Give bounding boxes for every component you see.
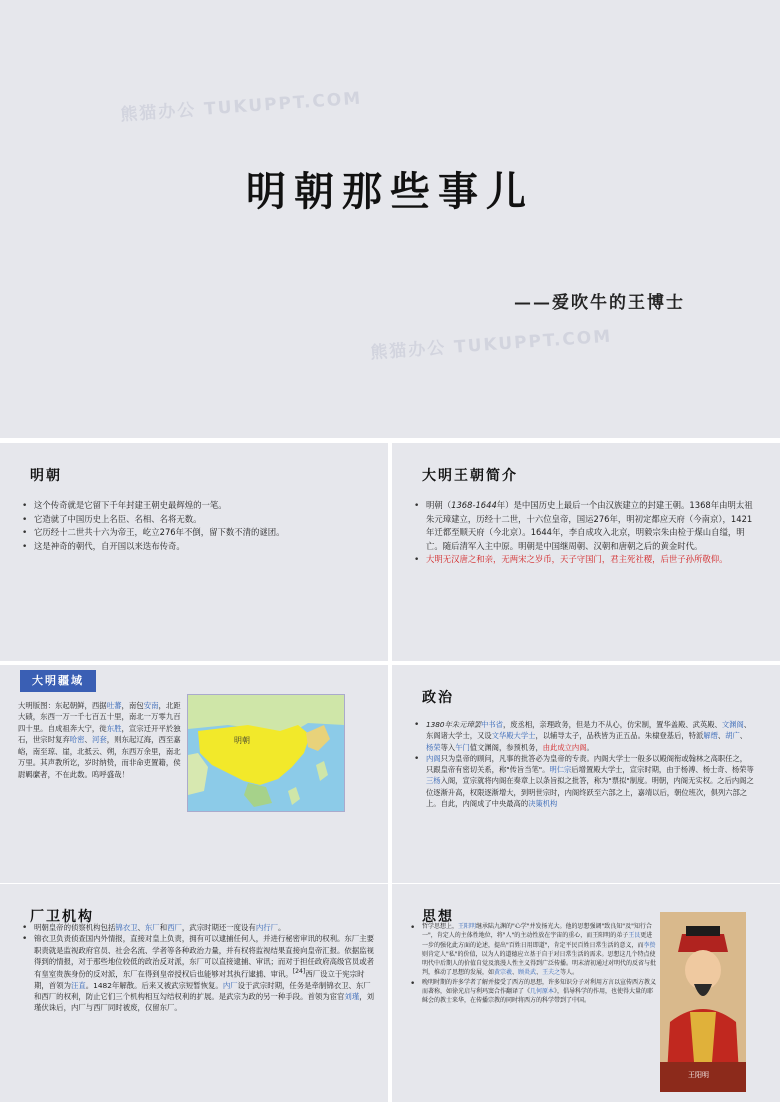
slide-politics <box>392 665 780 883</box>
link[interactable]: 刘瑾 <box>344 991 360 1001</box>
link[interactable]: 哈密 <box>69 735 85 745</box>
link[interactable]: 几何原本 <box>530 988 555 996</box>
map-graphic <box>188 695 344 811</box>
link[interactable]: 黄宗羲 <box>494 969 513 977</box>
bullet-list <box>22 499 372 553</box>
bullet-list <box>410 922 658 1006</box>
slide-guards <box>0 884 388 1102</box>
link[interactable]: 东厂 <box>144 923 160 932</box>
portrait-image <box>660 912 746 1092</box>
link[interactable]: 杨荣 <box>426 742 441 752</box>
slide-mingchao <box>0 443 388 661</box>
presentation-subtitle: ——爱吹牛的王博士 <box>514 293 685 313</box>
link[interactable]: 内厂 <box>222 980 238 990</box>
slide-title: 厂卫机构 <box>30 909 94 925</box>
link[interactable]: 解缙 <box>703 731 718 741</box>
slide-intro <box>392 443 780 661</box>
link[interactable]: 中书省 <box>481 720 503 729</box>
link[interactable]: 安南 <box>143 701 159 710</box>
bullet-item-highlight: • 大明无汉唐之和亲，无两宋之岁币，天子守国门，君主死社稷，后世子孙所敬仰。 <box>414 553 754 567</box>
link[interactable]: 三杨 <box>426 776 441 786</box>
bullet-item: • 内阁只为皇帝的顾问，凡事的批答必为皇帝的专责。内阁大学士一般多以殿阁衔或翰林之高职任之，只跟皇帝有密切关系，称"传旨当笔"。明仁宗后增置殿大学士，宣宗时期，由于杨溥、杨士奇、杨荣等三杨入阁，宣宗就将内阁在奏章上以条旨拟之批答，称为"票拟"制度。明朝，内阁无实权。之后内阁之位逐渐升高，权限逐渐增大，到明世宗时，内阁终跃至六部之上，嘉靖以后，朝位班次，俱列六部之上。自此，内阁成了中央最高的决策机构 <box>414 753 754 809</box>
link[interactable]: 内行厂 <box>255 923 279 932</box>
bullet-item: • 这是神奇的朝代，自开国以来迭布传奇。 <box>22 540 372 554</box>
link[interactable]: 王阳明 <box>458 923 477 930</box>
watermark: 熊猫办公 TUKUPPT.COM <box>119 88 363 126</box>
bullet-item: • 明朝皇帝的侦察机构包括锦衣卫、东厂和西厂，武宗时期还一度设有内行厂。 <box>22 922 374 933</box>
portrait-caption: 王阳明 <box>688 1071 709 1079</box>
slide-title: 明朝 <box>30 468 62 484</box>
bullet-item: • 它造就了中国历史上名臣、名相、名将无数。 <box>22 513 372 527</box>
bullet-item: • 这个传奇就是它留下千年封建王朝史最辉煌的一笔。 <box>22 499 372 513</box>
bullet-list <box>414 499 754 567</box>
portrait-graphic <box>660 912 746 1092</box>
territory-badge: 大明疆域 <box>20 670 96 692</box>
link[interactable]: 东胜 <box>106 723 122 733</box>
presentation-title: 明朝那些事儿 <box>246 168 534 215</box>
slide-title: 政治 <box>422 690 454 706</box>
bullet-item: • 锦衣卫负责侦查国内外情报，直接对皇上负责，拥有可以逮捕任何人，并进行秘密审讯的权利。东厂主要职责就是监视政府官员、社会名流、学者等各种政治力量，并有权将监视结果直接向皇帝汇报。依据监视得到的情报，对于那些地位较低的政治反对派，东厂可以直接逮捕、审讯；而对于担任政府高级官员或者有皇室贵族身份的反对派，东厂在得到皇帝授权后也能够对其执行逮捕、审讯。[24]西厂设立于宪宗时期，首领为汪直。1482年解散。后来又被武宗短暂恢复。内厂设于武宗时期，任务是牵制锦衣卫、东厂和西厂的权利，防止它们三个机构相互勾结权利的扩展。是武宗为政的另一种手段。首领为宦官刘瑾，刘瑾伏诛后，内厂与西厂同时被废，仅留东厂。 <box>22 933 374 1013</box>
link[interactable]: 决策机构 <box>528 799 558 809</box>
bullet-item: • 晚明时期的许多学者了解并接受了西方的思想，许多知识分子对利用方言以宣传西方教义而著称，如徐光启与利玛窦合作翻译了《几何原本》，倡导科学的作用，也使得大量的耶稣会的教士来华，在传播宗教的同时将西方的科学带到了中国。 <box>410 978 658 1006</box>
link[interactable]: 李贽 <box>643 941 656 949</box>
link[interactable]: 明仁宗 <box>549 765 572 775</box>
bullet-item: • 1380年朱元璋罢中书省，废丞相，亲理政务，但是力不从心，仿宋制，置华盖殿、武英殿、文渊阁、东阁诸大学士，又设文华殿大学士，以辅导太子，品秩皆为正五品。朱棣登基后，特派解缙、胡广、杨荣等入午门值文渊阁，参预机务，由此成立内阁。 <box>414 719 754 753</box>
bullet-list <box>22 922 374 1013</box>
map-label: 明朝 <box>234 736 250 745</box>
territory-text: 大明版图：东起朝鲜，西据吐蕃，南包安南，北距大碛，东西一万一千七百五十里，南北一万零九百四十里。自成祖奔大宁，徙东胜，宣宗迁开平於独石，世宗时复弃哈密、河套，则东起辽海，西至嘉峪，南至琼、崖，北抵云、朔，东西万余里，南北万里。其声教所讫，岁时纳贽，而非命吏置籍，侯尉羁縻者，不在此数。呜呼盛哉！ <box>18 701 181 779</box>
link[interactable]: 吐蕃 <box>106 701 122 710</box>
link[interactable]: 西厂 <box>167 923 182 932</box>
link[interactable]: 文渊阁 <box>721 720 744 729</box>
link[interactable]: 王夫之 <box>542 969 561 977</box>
link[interactable]: 王艮 <box>628 932 641 940</box>
link[interactable]: 汪直 <box>70 980 86 990</box>
territory-map <box>187 694 345 812</box>
watermark: 熊猫办公 TUKUPPT.COM <box>369 326 613 364</box>
title-slide <box>0 0 780 438</box>
bullet-item: • 哲学思想上，王阳明继承陆九渊的"心学"并发扬光大。他的思想强调"致良知"及"知行合一"，肯定人的主体性地位，将"人"的主动性放在宇宙的重心，而王阳明的弟子王艮更进一步的强化此方面的论述，提出"百姓日用即道"，肯定平民百姓日常生活的意义，而李贽则肯定人"私"的价值，以为人的道德应立基于自于对日常生活的需求。思想这几个特点使明代中后期人的价值自觉及浪漫人性主义得到广泛传播。明末清初通过对明代的反省与批判，推动了思想的发展，如黄宗羲、顾炎武、王夫之等人。 <box>410 922 658 978</box>
bullet-list <box>414 719 754 809</box>
bullet-item: • 它历经十二世共十六为帝王，屹立276年不倒，留下数不清的谜团。 <box>22 526 372 540</box>
slide-title: 大明王朝简介 <box>422 468 518 484</box>
link[interactable]: 午门 <box>455 742 470 752</box>
link[interactable]: 锦衣卫 <box>115 923 138 932</box>
link[interactable]: 文华殿大学士 <box>491 731 536 741</box>
link[interactable]: 胡广 <box>725 731 740 741</box>
bullet-item: • 明朝（1368-1644年）是中国历史上最后一个由汉族建立的封建王朝。1368年由明太祖朱元璋建立，历经十二世，十六位皇帝，国运276年，明初定都应天府（今南京），1421年迁都至顺天府（今北京）。1644年，李自成攻入北京，明毅宗朱由检于煤山自缢，明亡。随后清军入主中原。明朝是中国继周朝、汉朝和唐朝之后的黄金时代。 <box>414 499 754 553</box>
link[interactable]: 河套 <box>91 735 107 745</box>
slide-title: 思想 <box>422 909 454 925</box>
link[interactable]: 顾炎武 <box>518 969 537 977</box>
link[interactable]: 内阁 <box>426 753 441 763</box>
